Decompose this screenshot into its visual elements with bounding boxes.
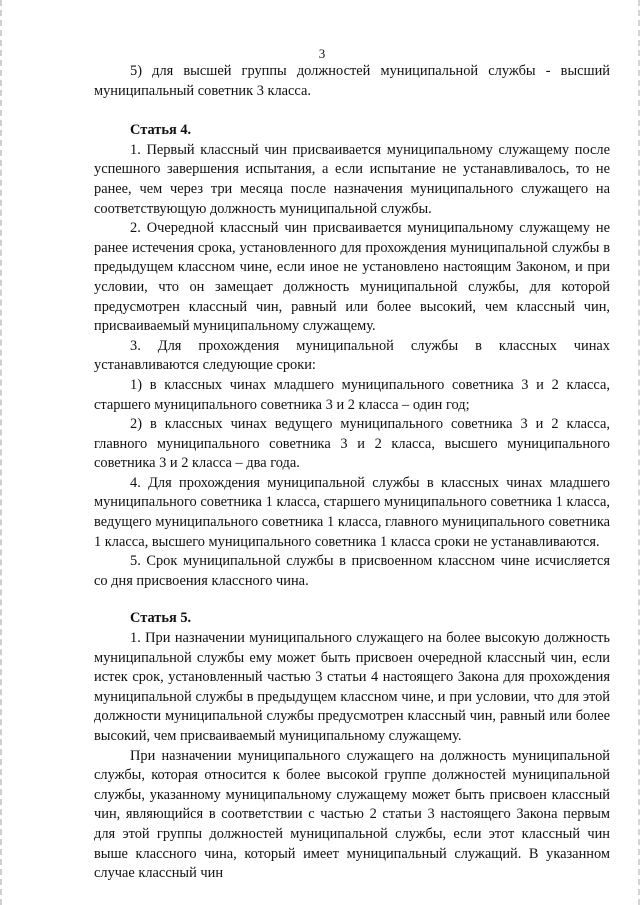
article-4-heading: Статья 4. [130,122,192,139]
article-4-paragraph: 3. Для прохождения муниципальной службы в классных чинах устанавливаются следующие сроки: [94,337,610,374]
page-number: 3 [318,46,326,61]
article-5-paragraph: При назначении муниципального служащего на должность муниципальной службы, которая относится к более высокой группе должностей муниципальной службы, указанному муниципальному служащему может быть присвоен классный чин, являющийся в соответствии с частью 2 статьи 3 настоящего Закона первым для этой группы должностей муниципальной службы, если этот классный чин выше классного чина, который имеет муниципальный служащий. В указанном случае классный чин [94,747,610,882]
article-4-paragraph: 2. Очередной классный чин присваивается муниципальному служащему не ранее истечения срока, установленного для прохождения муниципальной службы в предыдущем классном чине, если иное не установлено настоящим Законом, и при условии, что он замещает должность муниципальной службы, для которой предусмотрен классный чин, равный или более высокий, чем классный чин, присваиваемый муниципальному служащему. [94,220,610,335]
intro-paragraph: 5) для высшей группы должностей муниципальной службы - высший муниципальный советник 3 класса. [94,63,610,99]
article-5-heading: Статья 5. [130,610,192,627]
article-4-paragraph: 1) в классных чинах младшего муниципального советника 3 и 2 класса, старшего муниципального советника 3 и 2 класса – один год; [94,376,610,413]
article-4-paragraph: 2) в классных чинах ведущего муниципального советника 3 и 2 класса, главного муниципального советника 3 и 2 класса, высшего муниципального советника 3 и 2 класса – два года. [94,416,610,472]
document-body [94,62,610,884]
article-4-paragraph: 4. Для прохождения муниципальной службы в классных чинах младшего муниципального советника 1 класса, старшего муниципального советника 1 класса, ведущего муниципального советника 1 класса, главного муниципального советника 1 класса, высшего муниципального советника 1 класса сроки не устанавливаются. [94,474,610,550]
article-4-paragraph: 1. Первый классный чин присваивается муниципальному служащему после успешного завершения испытания, а если испытание не устанавливалось, то не ранее, чем через три месяца после назначения муниципального служащего на соответствующую должность муниципальной службы. [94,141,610,217]
article-4-paragraph: 5. Срок муниципальной службы в присвоенном классном чине исчисляется со дня присвоения классного чина. [94,553,610,589]
article-5-paragraph: 1. При назначении муниципального служащего на более высокую должность муниципальной службы ему может быть присвоен очередной классный чин, если истек срок, установленный частью 3 статьи 4 настоящего Закона для прохождения муниципальной службы в предыдущем классном чине, и при условии, что для этой должности муниципальной службы предусмотрен классный чин, равный или более высокий, чем присваиваемый муниципальному служащему. [94,630,610,744]
